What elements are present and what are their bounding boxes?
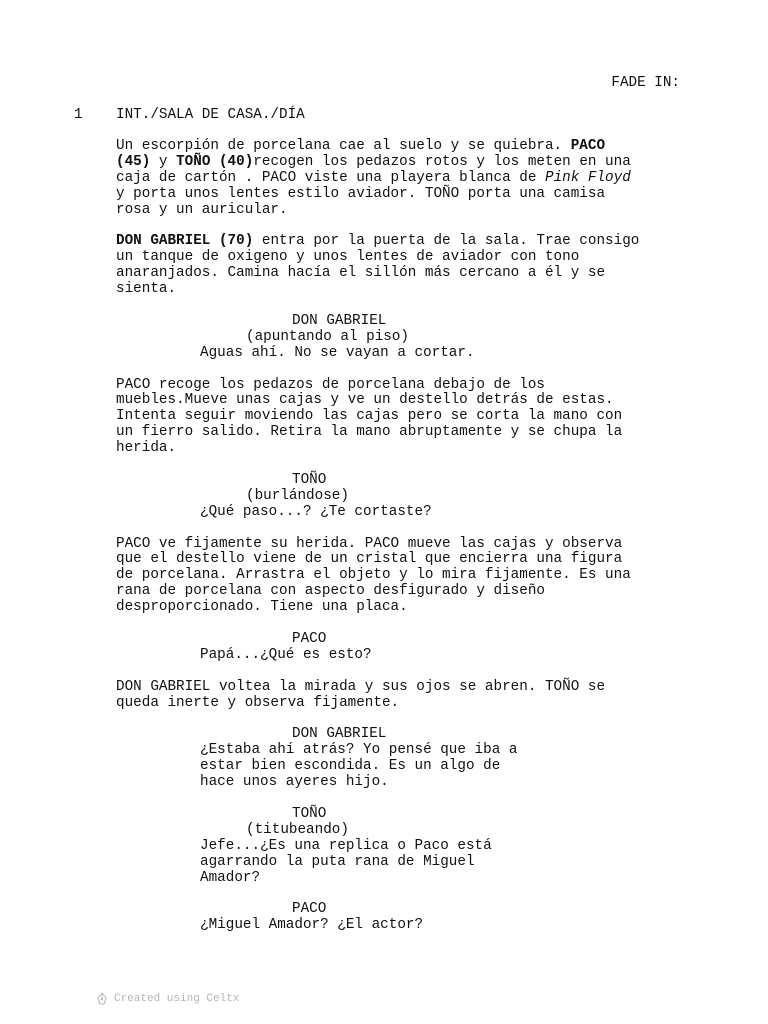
action-text: un tanque de oxigeno y unos lentes de aviador con tono xyxy=(116,249,580,266)
dialogue-line: Aguas ahí. No se vayan a cortar. xyxy=(200,344,475,361)
dialogue-character: TOÑO xyxy=(292,805,327,822)
action-text: recogen los pedazos rotos y los meten en una xyxy=(253,153,631,170)
action-text: anaranjados. Camina hacía el sillón más cercano a él y se xyxy=(116,265,606,282)
scene-heading: INT./SALA DE CASA./DÍA xyxy=(116,107,305,123)
action-text: rosa y un auricular. xyxy=(116,201,288,218)
action-line: desproporcionado. Tiene una placa. xyxy=(116,599,408,616)
action-text: sienta. xyxy=(116,281,177,298)
dialogue-parenthetical: (titubeando) xyxy=(246,821,349,838)
action-line: PACO ve fijamente su herida. PACO mueve las cajas y observa xyxy=(116,535,623,552)
action-paragraph xyxy=(116,537,691,617)
action-line: herida. xyxy=(116,440,177,457)
action-text: y xyxy=(150,153,177,170)
character-name-tono: TOÑO (40) xyxy=(176,153,254,170)
dialogue-line: agarrando la puta rana de Miguel xyxy=(200,853,475,870)
celtx-footer xyxy=(96,992,239,1006)
dialogue-character: TOÑO xyxy=(292,471,327,488)
dialogue-line: hace unos ayeres hijo. xyxy=(200,774,389,791)
character-name-paco: PACO xyxy=(570,138,606,154)
action-paragraph xyxy=(116,680,691,712)
dialogue-line: ¿Qué paso...? ¿Te cortaste? xyxy=(200,503,432,520)
action-line: rana de porcelana con aspecto desfigurado y diseño xyxy=(116,583,545,600)
action-line: queda inerte y observa fijamente. xyxy=(116,694,400,711)
dialogue-line: Jefe...¿Es una replica o Paco está xyxy=(200,837,492,854)
dialogue-block xyxy=(116,314,691,362)
action-line: un fierro salido. Retira la mano abruptamente y se chupa la xyxy=(116,424,623,441)
dialogue-character: DON GABRIEL xyxy=(292,312,387,329)
action-paragraph xyxy=(116,234,691,298)
dialogue-block xyxy=(116,807,691,887)
action-text: Un escorpión de porcelana cae al suelo y se quiebra. xyxy=(116,138,571,154)
action-line: de porcelana. Arrastra el objeto y lo mira fijamente. Es una xyxy=(116,567,631,584)
transition-fade-in: FADE IN: xyxy=(611,75,680,91)
dialogue-block xyxy=(116,473,691,521)
dialogue-character: PACO xyxy=(292,901,327,918)
action-line: Intenta seguir moviendo las cajas pero se corta la mano con xyxy=(116,408,623,425)
dialogue-parenthetical: (apuntando al piso) xyxy=(246,328,410,345)
dialogue-parenthetical: (burlándose) xyxy=(246,487,349,504)
action-paragraph xyxy=(116,378,691,458)
action-paragraph xyxy=(116,139,691,219)
dialogue-block xyxy=(116,632,691,664)
dialogue-line: estar bien escondida. Es un algo de xyxy=(200,758,501,775)
dialogue-block xyxy=(116,727,691,791)
action-text: caja de cartón . PACO viste una playera blanca de xyxy=(116,169,545,186)
dialogue-block xyxy=(116,902,691,934)
celtx-pen-icon xyxy=(96,992,108,1006)
dialogue-line: ¿Estaba ahí atrás? Yo pensé que iba a xyxy=(200,742,518,759)
band-name: Pink Floyd xyxy=(544,169,631,186)
action-text: entra por la puerta de la sala. Trae consigo xyxy=(253,233,640,250)
dialogue-line: Amador? xyxy=(200,869,261,886)
footer-text: Created using Celtx xyxy=(114,993,240,1005)
action-line: que el destello viene de un cristal que encierra una figura xyxy=(116,551,623,568)
character-name-don-gabriel: DON GABRIEL (70) xyxy=(116,233,254,250)
dialogue-line: ¿Miguel Amador? ¿El actor? xyxy=(200,917,424,934)
action-text: y porta unos lentes estilo aviador. TOÑO porta una camisa xyxy=(116,185,606,202)
dialogue-character: DON GABRIEL xyxy=(292,726,387,743)
script-body xyxy=(116,139,691,950)
character-age-paco: (45) xyxy=(116,153,151,170)
action-line: muebles.Mueve unas cajas y ve un destello detrás de estas. xyxy=(116,392,614,409)
scene-number: 1 xyxy=(74,107,83,123)
dialogue-character: PACO xyxy=(292,631,327,647)
dialogue-line: Papá...¿Qué es esto? xyxy=(200,646,372,663)
action-line: PACO recoge los pedazos de porcelana debajo de los xyxy=(116,376,545,393)
action-line: DON GABRIEL voltea la mirada y sus ojos se abren. TOÑO se xyxy=(116,678,606,695)
